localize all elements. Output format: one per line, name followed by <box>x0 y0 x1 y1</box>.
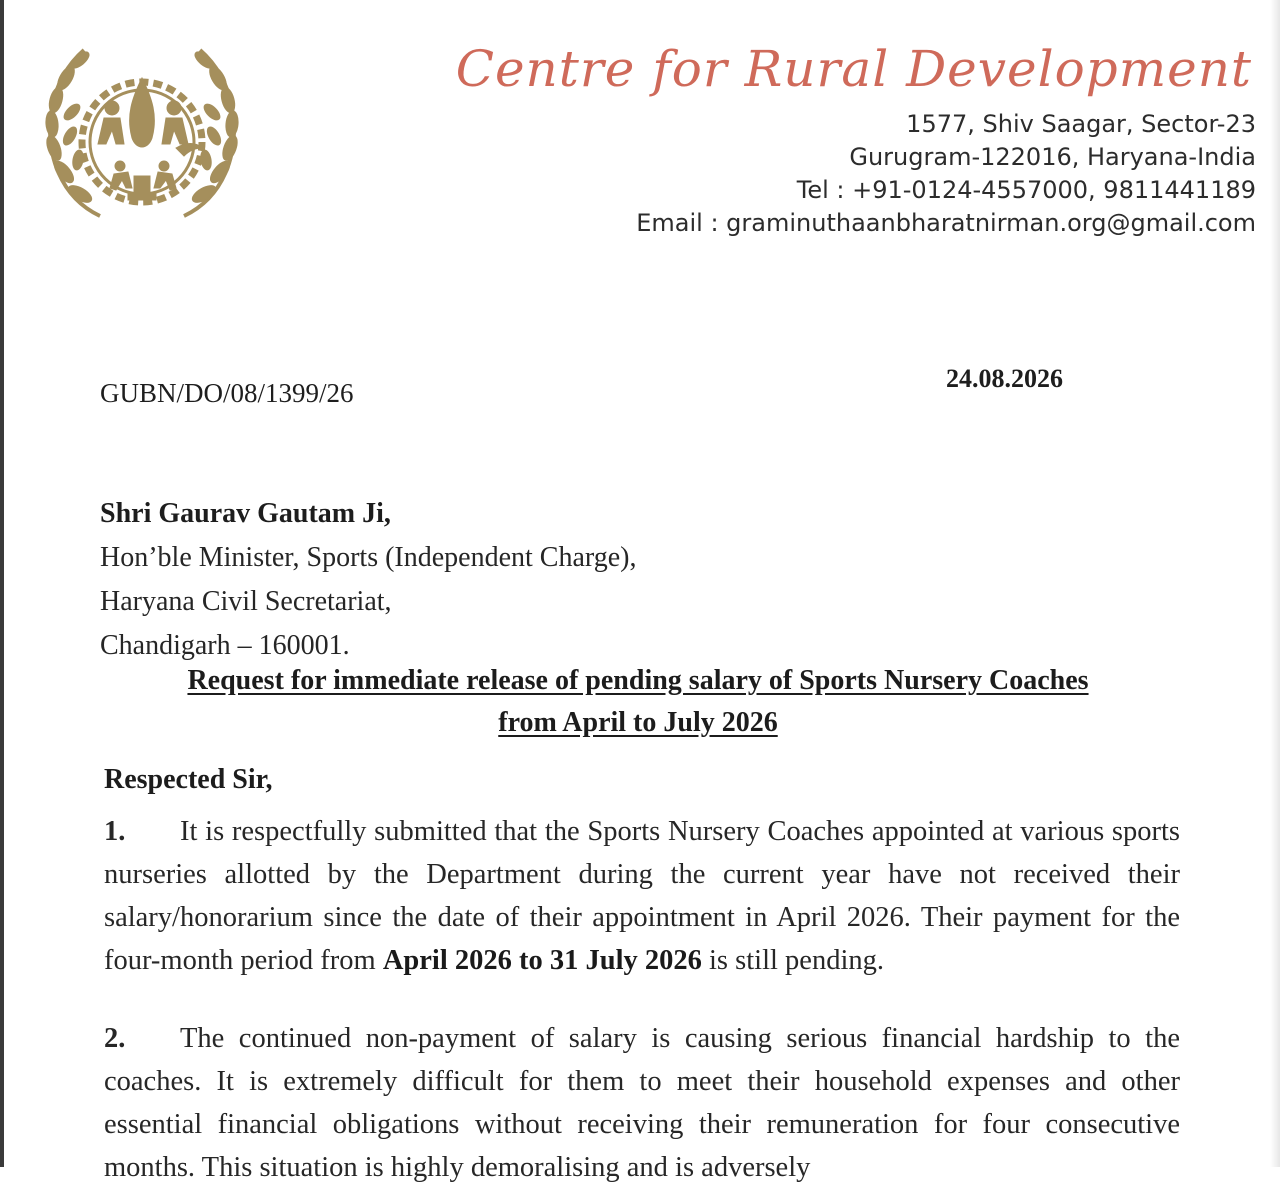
email-line: Email : graminuthaanbharatnirman.org@gmail.com <box>636 209 1256 237</box>
paragraph-number: 1. <box>104 816 126 847</box>
phone-line: Tel : +91-0124-4557000, 9811441189 <box>796 176 1256 204</box>
addressee-city: Chandigarh – 160001. <box>100 630 350 661</box>
subject-heading <box>100 660 1176 744</box>
addressee-office: Haryana Civil Secretariat, <box>100 586 392 617</box>
addressee-designation: Hon’ble Minister, Sports (Independent Charge), <box>100 542 637 573</box>
paragraph-1 <box>104 810 1180 982</box>
organization-name: Centre for Rural Development <box>455 40 1252 98</box>
address-line-1: 1577, Shiv Saagar, Sector-23 <box>906 110 1256 138</box>
laurel-wreath-emblem-icon <box>40 38 244 230</box>
paragraph-2 <box>104 1017 1180 1189</box>
paragraph-text-end: is still pending. <box>701 945 884 976</box>
page-right-shadow <box>1270 0 1280 1167</box>
address-line-2: Gurugram-122016, Haryana-India <box>849 143 1256 171</box>
reference-number: GUBN/DO/08/1399/26 <box>100 378 354 408</box>
paragraph-number: 2. <box>104 1023 126 1054</box>
addressee-name: Shri Gaurav Gautam Ji, <box>100 498 391 529</box>
paragraph-text: It is respectfully submitted that the Sports Nursery Coaches appointed at various sports nurseries allotted by the Department during the current year have not received their salary/honorarium since the date of their appointment in April 2026. Their payment for the four-month period from <box>104 816 1180 976</box>
addressee-block <box>100 492 636 668</box>
subject-line-1: Request for immediate release of pending salary of Sports Nursery Coaches <box>187 665 1089 696</box>
paragraph-text: The continued non-payment of salary is causing serious financial hardship to the coaches. It is extremely difficult for them to meet their household expenses and other essential financial obligations without receiving their remuneration for four consecutive months. This situation is highly demoralising and is adversely <box>104 1023 1180 1183</box>
subject-line-2: from April to July 2026 <box>498 707 778 738</box>
page-left-border <box>0 0 4 1167</box>
paragraph-emphasis: April 2026 to 31 July 2026 <box>382 945 702 976</box>
letter-date: 24.08.2026 <box>946 364 1063 393</box>
salutation: Respected Sir, <box>104 764 273 795</box>
